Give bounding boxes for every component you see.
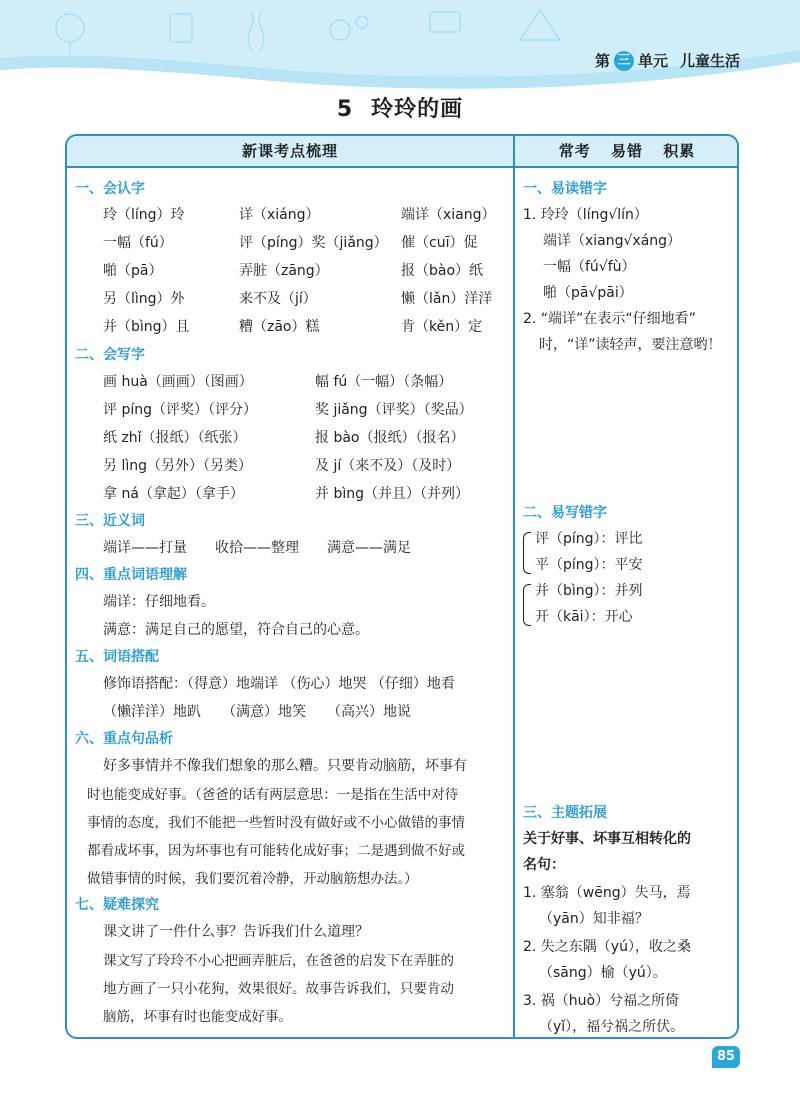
section-synonyms: 三、近义词 (75, 513, 145, 529)
misread-item: 端详（xiang√xáng） (543, 233, 682, 249)
page-number: 85 (712, 1046, 740, 1068)
char-item: 评（píng）奖（jiǎng） (239, 235, 388, 251)
miswritten-item: 评（píng）：评比 (535, 531, 643, 547)
char-item: 玲（líng）玲 (103, 207, 185, 223)
key-word-line: 端详：仔细地看。 (103, 594, 215, 610)
char-item: 详（xiáng） (239, 207, 320, 223)
key-sentence-line: 时也能变成好事。（爸爸的话有两层意思：一是指在生活中对待 (87, 787, 459, 803)
char-item: 端详（xiang） (401, 207, 496, 223)
char-item: 糟（zāo）糕 (239, 319, 320, 335)
inquiry-question: 课文讲了一件什么事？告诉我们什么道理？ (103, 924, 369, 940)
key-sentence-line: 好多事情并不像我们想象的那么糟。只要肯动脑筋，坏事有 (103, 758, 467, 774)
misread-item: 一幅（fú√fù） (543, 259, 636, 275)
char-item: 报（bào）纸 (401, 263, 484, 279)
brace-pair-1 (523, 532, 531, 574)
unit-suffix: 单元 (637, 52, 668, 70)
misread-note: 2. “端详”在表示“仔细地看” (523, 311, 696, 327)
char-item: 懒（lǎn）洋洋 (401, 291, 493, 307)
write-char-item: 幅 fú（一幅）（条幅） (315, 374, 453, 390)
left-column (67, 136, 513, 1037)
char-item: 催（cuī）促 (401, 235, 478, 251)
write-char-item: 及 jí（来不及）（及时） (315, 458, 461, 474)
write-char-item: 并 bìng（并且）（并列） (315, 486, 469, 502)
key-sentence-line: 都看成坏事，因为坏事也有可能转化成好事；二是遇到做不好或 (87, 843, 465, 859)
char-item: 一幅（fú） (103, 235, 173, 251)
left-column-header: 新课考点梳理 (67, 136, 513, 168)
write-char-item: 画 huà（画画）（图画） (103, 374, 253, 390)
brace-pair-2 (523, 584, 531, 626)
char-item: 并（bìng）且 (103, 319, 190, 335)
key-sentence-line: 做错事情的时候，我们要沉着冷静，开动脑筋想办法。） (87, 871, 418, 887)
quote-line: 1. 塞翁（wēng）失马，焉 (523, 885, 691, 901)
miswritten-item: 平（píng）：平安 (535, 557, 643, 573)
unit-number-badge: 三 (614, 51, 634, 71)
section-theme-extension: 三、主题拓展 (523, 805, 607, 821)
misread-item: 啪（pā√pāi） (543, 285, 633, 301)
unit-name: 儿童生活 (679, 52, 740, 70)
write-char-item: 报 bào（报纸）（报名） (315, 430, 465, 446)
section-collocation: 五、词语搭配 (75, 649, 159, 665)
synonyms-line: 端详——打量 收拾——整理 满意——满足 (103, 540, 411, 556)
miswritten-item: 并（bìng）：并列 (535, 583, 643, 599)
section-misread-chars: 一、易读错字 (523, 181, 607, 197)
char-item: 弄脏（zāng） (239, 263, 329, 279)
quote-line: 2. 失之东隅（yú），收之桑 (523, 939, 691, 955)
content-frame (65, 134, 739, 1039)
char-item: 肯（kěn）定 (401, 319, 483, 335)
right-column (515, 136, 739, 1037)
key-word-line: 满意：满足自己的愿望，符合自己的心意。 (103, 622, 369, 638)
char-item: 啪（pā） (103, 263, 163, 279)
section-recognize-chars: 一、会认字 (75, 181, 145, 197)
section-inquiry: 七、疑难探究 (75, 897, 159, 913)
section-key-sentence: 六、重点句品析 (75, 731, 173, 747)
lesson-number: 5 (336, 97, 354, 122)
quote-line: 3. 祸（huò）兮福之所倚 (523, 993, 680, 1009)
collocation-line: 修饰语搭配：（得意）地端详 （伤心）地哭 （仔细）地看 (103, 676, 455, 692)
write-char-item: 另 lìng（另外）（另类） (103, 458, 252, 474)
write-char-item: 奖 jiǎng（评奖）（奖品） (315, 402, 473, 418)
quote-line: （yān）知非福？ (539, 911, 649, 927)
right-column-header: 常考 易错 积累 (515, 136, 739, 168)
section-write-chars: 二、会写字 (75, 347, 145, 363)
misread-note: 时，“详”读轻声，要注意哟！ (539, 337, 722, 353)
char-item: 另（lìng）外 (103, 291, 185, 307)
inquiry-answer-line: 地方画了一只小花狗，效果很好。故事告诉我们，只要肯动 (103, 981, 454, 997)
section-miswritten-chars: 二、易写错字 (523, 505, 607, 521)
unit-label (595, 50, 740, 71)
theme-subtitle: 名句： (523, 857, 565, 873)
inquiry-answer-line: 脑筋，坏事有时也能变成好事。 (103, 1009, 292, 1025)
collocation-line: （懒洋洋）地趴 （满意）地笑 （高兴）地说 (103, 704, 411, 720)
section-key-words: 四、重点词语理解 (75, 567, 187, 583)
lesson-name: 玲玲的画 (371, 97, 464, 122)
miswritten-item: 开（kāi）：开心 (535, 609, 633, 625)
quote-line: （yǐ），福兮祸之所伏。 (539, 1019, 685, 1035)
char-item: 来不及（jí） (239, 291, 317, 307)
inquiry-answer-line: 课文写了玲玲不小心把画弄脏后，在爸爸的启发下在弄脏的 (103, 953, 454, 969)
theme-subtitle: 关于好事、坏事互相转化的 (523, 831, 691, 847)
write-char-item: 评 píng（评奖）（评分） (103, 402, 257, 418)
lesson-title (0, 92, 800, 123)
key-sentence-line: 事情的态度，我们不能把一些暂时没有做好或不小心做错的事情 (87, 815, 465, 831)
write-char-item: 纸 zhǐ（报纸）（纸张） (103, 430, 247, 446)
quote-line: （sāng）榆（yú）。 (539, 965, 667, 981)
write-char-item: 拿 ná（拿起）（拿手） (103, 486, 244, 502)
unit-prefix: 第 (594, 52, 610, 70)
misread-item: 1. 玲玲（líng√lín） (523, 207, 648, 223)
